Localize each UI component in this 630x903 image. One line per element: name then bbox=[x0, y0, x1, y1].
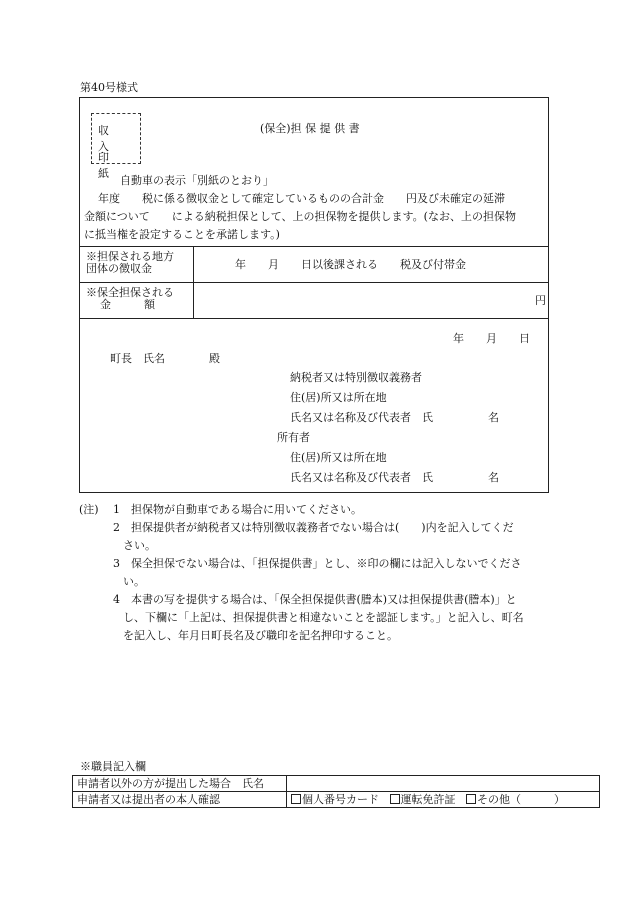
drivers-license-checkbox[interactable] bbox=[390, 794, 400, 804]
staff-row-label: 申請者又は提出者の本人確認 bbox=[73, 792, 287, 808]
revenue-stamp-box bbox=[91, 113, 141, 180]
staff-row-label: 申請者以外の方が提出した場合 氏名 bbox=[73, 776, 287, 792]
identity-check-options bbox=[287, 792, 600, 808]
amount-unit: 円 bbox=[535, 294, 546, 307]
column-divider bbox=[193, 246, 194, 318]
staff-section-title: ※職員記入欄 bbox=[80, 760, 146, 773]
vehicle-display: 自動車の表示「別紙のとおり」 bbox=[120, 174, 274, 187]
table-row bbox=[73, 792, 600, 808]
table-row bbox=[73, 776, 600, 792]
divider bbox=[80, 318, 548, 319]
guarantee-form bbox=[79, 97, 549, 493]
row-label: 団体の徴収金 bbox=[86, 262, 152, 275]
taxpayer-name: 氏名又は名称及び代表者 氏 名 bbox=[290, 411, 499, 424]
row-label: 金 額 bbox=[100, 298, 155, 311]
option-label: 個人番号カード bbox=[302, 793, 379, 806]
stamp-label-bottom: 印紙 bbox=[98, 151, 123, 180]
row-label: ※担保される地方 bbox=[86, 250, 174, 263]
owner-name: 氏名又は名称及び代表者 氏 名 bbox=[290, 471, 499, 484]
taxpayer-heading: 納税者又は特別徴収義務者 bbox=[290, 371, 422, 384]
body-text-line: 年度 税に係る徴収金として確定しているものの合計金 円及び未確定の延滞 bbox=[98, 192, 505, 205]
body-text-line: 金額について による納税担保として、上の担保物を提供します。(なお、上の担保物 bbox=[84, 210, 516, 223]
owner-heading: 所有者 bbox=[277, 431, 310, 444]
note-item: 3 保全担保でない場合は、「担保提供書」とし、※印の欄には記入しないでくださ bbox=[113, 557, 522, 570]
addressee: 町長 氏名 殿 bbox=[110, 352, 220, 365]
note-item: 2 担保提供者が納税者又は特別徴収義務者でない場合は( )内を記入してくだ bbox=[113, 521, 514, 534]
taxpayer-address: 住(居)所又は所在地 bbox=[290, 391, 387, 404]
note-item: 1 担保物が自動車である場合に用いてください。 bbox=[113, 503, 362, 516]
note-item: 4 本書の写を提供する場合は、「保全担保提供書(謄本)又は担保提供書(謄本)」と bbox=[113, 593, 517, 606]
divider bbox=[80, 246, 548, 247]
row-label: ※保全担保される bbox=[86, 286, 174, 299]
body-text-line: に抵当権を設定することを承諾します。) bbox=[84, 228, 280, 241]
divider bbox=[80, 282, 548, 283]
submission-date: 年 月 日 bbox=[453, 332, 530, 345]
tax-period-field: 年 月 日以後課される 税及び付帯金 bbox=[235, 258, 466, 271]
note-item: い。 bbox=[123, 575, 145, 588]
option-label: 運転免許証 bbox=[400, 793, 456, 806]
form-number: 第40号様式 bbox=[80, 81, 138, 94]
note-item: を記入し、年月日町長名及び職印を記名押印すること。 bbox=[123, 629, 398, 642]
owner-address: 住(居)所又は所在地 bbox=[290, 451, 387, 464]
stamp-label-top: 収入 bbox=[98, 124, 123, 153]
other-id-checkbox[interactable] bbox=[466, 794, 476, 804]
option-label: その他（ ） bbox=[477, 793, 565, 806]
form-title: (保全)担 保 提 供 書 bbox=[260, 122, 360, 135]
my-number-card-checkbox[interactable] bbox=[291, 794, 301, 804]
submitter-name-field[interactable] bbox=[287, 776, 600, 792]
note-item: さい。 bbox=[123, 539, 156, 552]
staff-table bbox=[72, 775, 600, 808]
note-item: し、下欄に「上記は、担保提供書と相違ないことを認証します。」と記入し、町名 bbox=[123, 611, 524, 624]
notes-label: (注) bbox=[79, 503, 99, 516]
